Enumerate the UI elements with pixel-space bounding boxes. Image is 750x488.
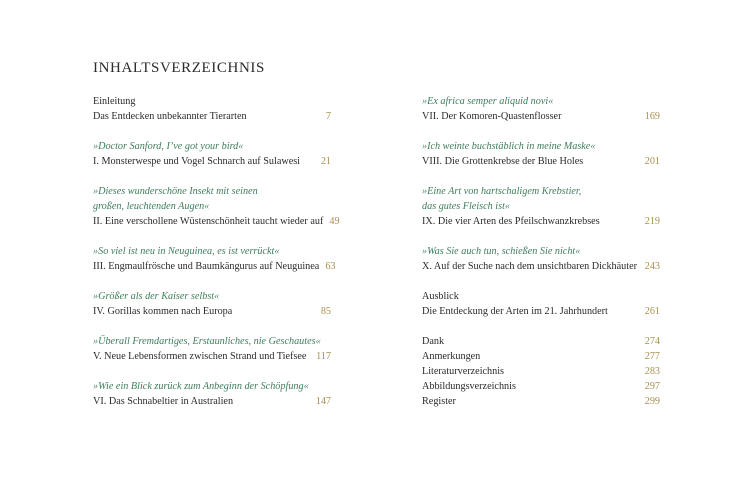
toc-appendix-entry[interactable] [422,379,660,394]
toc-headline-line [93,379,331,394]
chapter-quote: »Doctor Sanford, I’ve got your bird« [93,141,244,152]
chapter-quote: »Größer als der Kaiser selbst« [93,291,220,302]
section-gap [93,274,331,289]
section-gap [93,169,331,184]
toc-page-number: 49 [329,216,340,227]
chapter-quote: »Eine Art von hartschaligem Krebstier, [422,186,582,197]
toc-headline-line [93,334,331,349]
appendix-label: Abbildungsverzeichnis [422,381,516,392]
toc-appendix-entry[interactable] [422,364,660,379]
toc-entry[interactable] [93,259,336,274]
toc-page-number: 299 [644,396,660,407]
toc-page-number: 117 [316,351,331,362]
toc-entry[interactable] [422,304,660,319]
toc-headline-line [422,244,660,259]
toc-entry[interactable] [422,109,660,124]
toc-entry-title: V. Neue Lebensformen zwischen Strand und Tiefsee [93,351,307,362]
toc-section [93,94,331,124]
toc-section [93,184,340,229]
toc-section [93,244,336,274]
toc-page-number: 201 [644,156,660,167]
chapter-quote: großen, leuchtenden Augen« [93,201,210,212]
toc-section [422,139,660,169]
toc-headline-line [93,244,331,259]
chapter-quote: »Was Sie auch tun, schießen Sie nicht« [422,246,581,257]
toc-headline-line [93,94,331,109]
toc-page-number: 63 [325,261,336,272]
toc-entry-title: X. Auf der Suche nach dem unsichtbaren Dickhäuter [422,261,637,272]
toc-section [93,334,331,364]
chapter-quote: »Dieses wunderschöne Insekt mit seinen [93,186,258,197]
toc-entry-title: VII. Der Komoren-Quastenflosser [422,111,562,122]
toc-page-number: 277 [644,351,660,362]
toc-headline-line [93,184,331,199]
toc-page-number: 283 [644,366,660,377]
appendix-label: Anmerkungen [422,351,481,362]
section-heading: Ausblick [422,291,459,302]
section-heading: Einleitung [93,96,136,107]
toc-appendix [422,334,660,409]
chapter-quote: »Überall Fremdartiges, Erstaunliches, nie Geschautes« [93,336,321,347]
toc-section [422,94,660,124]
toc-appendix-entry[interactable] [422,349,660,364]
chapter-quote: »Wie ein Blick zurück zum Anbeginn der Schöpfung« [93,381,309,392]
toc-entry[interactable] [93,109,331,124]
toc-headline-line [422,94,660,109]
toc-headline-line [93,199,331,214]
toc-headline-line [93,289,331,304]
chapter-quote: »Ich weinte buchstäblich in meine Maske« [422,141,596,152]
toc-right-column [422,94,660,409]
section-gap [422,319,660,334]
toc-page-number: 297 [644,381,660,392]
toc-appendix-entry[interactable] [422,394,660,409]
toc-entry[interactable] [422,259,660,274]
toc-page-number: 274 [644,336,660,347]
toc-entry-title: VI. Das Schnabeltier in Australien [93,396,234,407]
toc-headline-line [422,199,660,214]
section-gap [422,169,660,184]
toc-page-number: 219 [644,216,660,227]
toc-page-number: 7 [325,111,331,122]
section-gap [93,319,331,334]
section-gap [422,124,660,139]
toc-section [422,289,660,319]
toc-entry[interactable] [422,214,660,229]
toc-section [93,379,331,409]
toc-page-number: 243 [644,261,660,272]
toc-entry[interactable] [93,394,331,409]
toc-entry[interactable] [93,154,331,169]
appendix-label: Dank [422,336,445,347]
toc-section [422,244,660,274]
chapter-quote: »So viel ist neu in Neuguinea, es ist verrückt« [93,246,280,257]
toc-headline-line [422,184,660,199]
toc-entry-title: IX. Die vier Arten des Pfeilschwanzkrebses [422,216,600,227]
appendix-label: Register [422,396,456,407]
toc-page-number: 85 [320,306,331,317]
section-gap [422,229,660,244]
toc-section [93,139,331,169]
toc-section [93,289,331,319]
appendix-label: Literaturverzeichnis [422,366,505,377]
section-gap [422,274,660,289]
toc-entry[interactable] [93,214,340,229]
toc-headline-line [422,289,660,304]
section-gap [93,229,331,244]
toc-entry-title: VIII. Die Grottenkrebse der Blue Holes [422,156,584,167]
toc-page-number: 169 [644,111,660,122]
toc-entry-title: IV. Gorillas kommen nach Europa [93,306,233,317]
toc-entry-title: III. Engmaulfrösche und Baumkängurus auf Neuguinea [93,261,320,272]
toc-entry-title: I. Monsterwespe und Vogel Schnarch auf Sulawesi [93,156,301,167]
toc-entry[interactable] [93,349,331,364]
toc-page-number: 261 [644,306,660,317]
toc-title: INHALTSVERZEICHNIS [93,60,265,76]
chapter-quote: »Ex africa semper aliquid novi« [422,96,554,107]
section-gap [93,124,331,139]
chapter-quote: das gutes Fleisch ist« [422,201,511,212]
toc-entry-title: II. Eine verschollene Wüstenschönheit taucht wieder auf [93,216,324,227]
toc-entry[interactable] [93,304,331,319]
section-gap [93,364,331,379]
toc-section [422,184,660,229]
toc-appendix-entry[interactable] [422,334,660,349]
toc-page-number: 147 [315,396,331,407]
toc-headline-line [422,139,660,154]
toc-left-column [93,94,340,409]
toc-entry-title: Das Entdecken unbekannter Tierarten [93,111,247,122]
toc-page-number: 21 [320,156,331,167]
toc-headline-line [93,139,331,154]
toc-entry-title: Die Entdeckung der Arten im 21. Jahrhundert [422,306,608,317]
toc-entry[interactable] [422,154,660,169]
